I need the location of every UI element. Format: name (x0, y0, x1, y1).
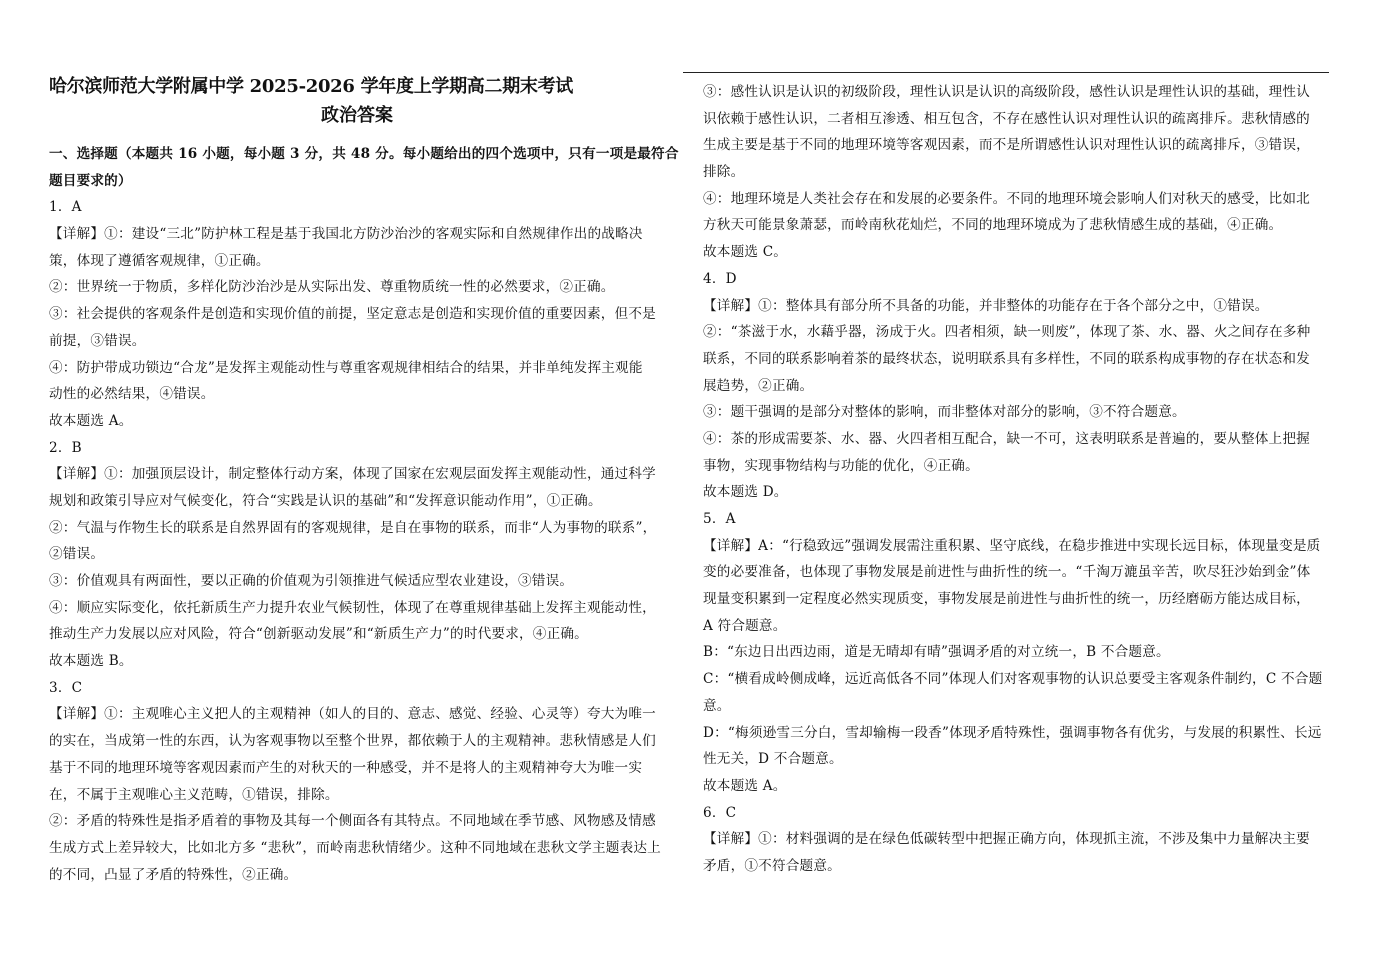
text-line: 方秋天可能景象萧瑟，而岭南秋花灿烂，不同的地理环境成为了悲秋情感生成的基础，④正确。 (703, 217, 1283, 234)
header-rule (683, 72, 1329, 73)
text-line: ③：题干强调的是部分对整体的影响，而非整体对部分的影响，③不符合题意。 (703, 404, 1186, 421)
text-line: C：“横看成岭侧成峰，远近高低各不同”体现人们对客观事物的认识总要受主客观条件制约，C 不合题 (703, 671, 1323, 688)
text-line: D：“梅须逊雪三分白，雪却输梅一段香”体现矛盾特殊性，强调事物各有优劣，与发展的积累性、长远 (703, 724, 1322, 741)
text-line: 题目要求的） (49, 172, 132, 189)
text-line: ④：顺应实际变化，依托新质生产力提升农业气候韧性，体现了在尊重规律基础上发挥主观能动性， (49, 599, 656, 616)
text-line: ③：社会提供的客观条件是创造和实现价值的前提，坚定意志是创造和实现价值的重要因素，但不是 (49, 306, 656, 323)
document-subtitle: 政治答案 (321, 105, 393, 126)
text-line: 性无关，D 不合题意。 (703, 751, 843, 768)
text-line: ②错误。 (49, 546, 105, 563)
text-line: 一、选择题（本题共 16 小题，每小题 3 分，共 48 分。每小题给出的四个选项中，只有一项是最符合 (49, 146, 679, 162)
text-line: ④：茶的形成需要茶、水、器、火四者相互配合，缺一不可，这表明联系是普遍的，要从整体上把握 (703, 430, 1310, 447)
text-line: 矛盾，①不符合题意。 (703, 857, 841, 874)
text-line: 的不同，凸显了矛盾的特殊性，②正确。 (49, 866, 298, 883)
text-line: 1．A (49, 199, 82, 216)
text-line: 6．C (703, 804, 737, 821)
text-line: ②：矛盾的特殊性是指矛盾着的事物及其每一个侧面各有其特点。不同地域在季节感、风物感及情感 (49, 813, 656, 830)
text-line: 展趋势，②正确。 (703, 377, 814, 394)
text-line: 生成方式上差异较大，比如北方多 “悲秋”，而岭南悲秋情绪少。这种不同地域在悲秋文学主题表达上 (49, 839, 661, 856)
text-line: ③：感性认识是认识的初级阶段，理性认识是认识的高级阶段，感性认识是理性认识的基础，理性认 (703, 84, 1310, 100)
text-line: 排除。 (703, 164, 745, 181)
text-line: ④：地理环境是人类社会存在和发展的必要条件。不同的地理环境会影响人们对秋天的感受，比如北 (703, 190, 1310, 207)
text-line: ③：价值观具有两面性，要以正确的价值观为引领推进气候适应型农业建设，③错误。 (49, 573, 574, 589)
text-line: 【详解】①：材料强调的是在绿色低碳转型中把握正确方向，体现抓主流，不涉及集中力量解决主要 (703, 831, 1310, 848)
left-text-block (49, 141, 679, 888)
text-line: 变的必要准备，也体现了事物发展是前进性与曲折性的统一。“千淘万漉虽辛苦，吹尽狂沙始到金”体 (703, 564, 1311, 581)
text-line: B：“东边日出西边雨，道是无晴却有晴”强调矛盾的对立统一，B 不合题意。 (703, 644, 1170, 661)
text-line: 故本题选 A。 (703, 777, 787, 794)
text-line: A 符合题意。 (703, 617, 787, 634)
text-line: 动性的必然结果，④错误。 (49, 386, 215, 403)
text-line: 5．A (703, 511, 736, 527)
text-line: 2．B (49, 439, 82, 456)
text-line: 推动生产力发展以应对风险，符合“创新驱动发展”和“新质生产力”的时代要求，④正确。 (49, 626, 588, 643)
text-line: 前提，③错误。 (49, 332, 146, 349)
text-line: 现量变积累到一定程度必然实现质变，事物发展是前进性与曲折性的统一，历经磨砺方能达成目标， (703, 591, 1310, 608)
text-line: 3．C (49, 679, 83, 696)
text-line: 4．D (703, 270, 737, 287)
text-line: 事物，实现事物结构与功能的优化，④正确。 (703, 457, 979, 474)
text-line: 在，不属于主观唯心主义范畴，①错误，排除。 (49, 786, 339, 803)
text-line: 的实在，当成第一性的东西，认为客观事物以至整个世界，都依赖于人的主观精神。悲秋情感是人们 (49, 733, 656, 750)
document-title: 哈尔滨师范大学附属中学 2025-2026 学年度上学期高二期末考试 (49, 76, 573, 97)
text-line: 规划和政策引导应对气候变化，符合“实践是认识的基础”和“发挥意识能动作用”，①正确。 (49, 492, 602, 509)
right-text-block (703, 79, 1333, 880)
text-line: 【详解】A：“行稳致远”强调发展需注重积累、坚守底线，在稳步推进中实现长远目标，体现量变是质 (703, 537, 1321, 554)
text-line: 故本题选 D。 (703, 484, 788, 501)
text-line: 策，体现了遵循客观规律，①正确。 (49, 252, 270, 269)
text-line: 意。 (703, 697, 731, 714)
text-line: 联系，不同的联系影响着茶的最终状态，说明联系具有多样性，不同的联系构成事物的存在状态和发 (703, 350, 1310, 367)
text-line: ②：“茶滋于水，水藉乎器，汤成于火。四者相须，缺一则废”，体现了茶、水、器、火之间存在多种 (703, 324, 1311, 341)
text-line: 【详解】①：整体具有部分所不具备的功能，并非整体的功能存在于各个部分之中，①错误。 (703, 297, 1269, 314)
text-line: 基于不同的地理环境等客观因素而产生的对秋天的一种感受，并不是将人的主观精神夸大为唯一实 (49, 759, 643, 776)
text-line: ④：防护带成功锁边“合龙”是发挥主观能动性与尊重客观规律相结合的结果，并非单纯发挥主观能 (49, 359, 643, 376)
text-line: ②：世界统一于物质，多样化防沙治沙是从实际出发、尊重物质统一性的必然要求，②正确。 (49, 279, 615, 296)
text-line: 识依赖于感性认识，二者相互渗透、相互包含，不存在感性认识对理性认识的疏离排斥。悲秋情感的 (703, 110, 1310, 127)
text-line: 故本题选 A。 (49, 412, 133, 429)
text-line: 故本题选 C。 (703, 244, 788, 261)
text-line: 故本题选 B。 (49, 653, 133, 670)
text-line: 【详解】①：加强顶层设计，制定整体行动方案，体现了国家在宏观层面发挥主观能动性，通过科学 (49, 466, 656, 483)
text-line: ②：气温与作物生长的联系是自然界固有的客观规律，是自在事物的联系，而非“人为事物的联系”， (49, 519, 657, 536)
text-line: 【详解】①：主观唯心主义把人的主观精神（如人的目的、意志、感觉、经验、心灵等）夸大为唯一 (49, 706, 656, 723)
text-line: 生成主要是基于不同的地理环境等客观因素，而不是所谓感性认识对理性认识的疏离排斥，③错误， (703, 137, 1310, 154)
text-line: 【详解】①：建设“三北”防护林工程是基于我国北方防沙治沙的客观实际和自然规律作出的战略决 (49, 226, 643, 243)
